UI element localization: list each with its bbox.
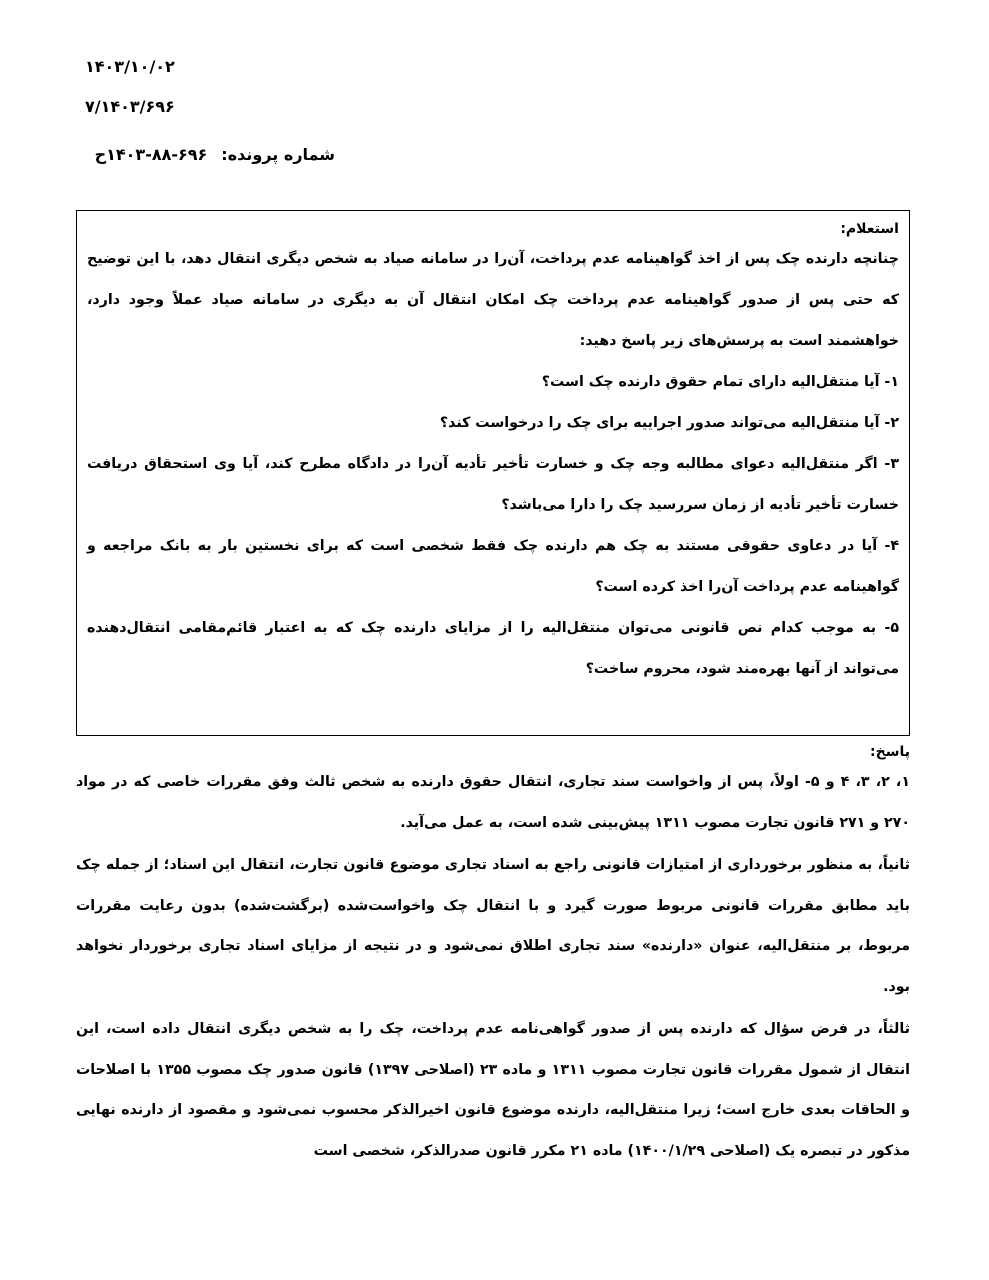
inquiry-question-2: ۲- آیا منتقل‌الیه می‌تواند صدور اجراییه برای چک را درخواست کند؟: [439, 415, 899, 431]
file-number-label: شماره پرونده:: [221, 145, 335, 164]
answer-paragraph-1: ۱، ۲، ۳، ۴ و ۵- اولاً، پس از واخواست سند تجاری، انتقال حقوق دارنده به شخص ثالث وفق مقررات خاصی که در مواد ۲۷۰ و ۲۷۱ قانون تجارت مصوب ۱۳۱۱ پیش‌بینی شده است، به عمل می‌آید.: [76, 774, 910, 831]
file-number-line: [85, 144, 335, 166]
answer-section: [76, 742, 910, 1171]
letter-reference-number: ۷/۱۴۰۳/۶۹۶: [85, 97, 175, 116]
inquiry-box: [76, 210, 910, 736]
inquiry-title: استعلام:: [840, 221, 899, 237]
file-number-value: ۶۹۶-۸۸-۱۴۰۳ح: [94, 145, 208, 164]
inquiry-question-1: ۱- آیا منتقل‌الیه دارای تمام حقوق دارنده چک است؟: [541, 374, 899, 390]
answer-title: پاسخ:: [870, 744, 910, 760]
inquiry-question-3: ۳- اگر منتقل‌الیه دعوای مطالبه وجه چک و خسارت تأخیر تأدیه آن‌را در دادگاه مطرح کند، آیا وی استحقاق دریافت خسارت تأخیر تأدیه از زمان سررسید چک را دارا می‌باشد؟: [87, 456, 899, 513]
answer-paragraph-3: ثالثاً، در فرض سؤال که دارنده پس از صدور گواهی‌نامه عدم پرداخت، چک را به شخص دیگری انتقال داده است، این انتقال از شمول مقررات قانون تجارت مصوب ۱۳۱۱ و ماده ۲۳ (اصلاحی ۱۳۹۷) قانون صدور چک مصوب ۱۳۵۵ با اصلاحات و الحاقات بعدی خارج است؛ زیرا منتقل‌الیه، دارنده موضوع قانون اخیرالذکر محسوب نمی‌شود و مقصود از دارنده نهایی مذکور در تبصره یک (اصلاحی ۱۴۰۰/۱/۲۹) ماده ۲۱ مکرر قانون صدرالذکر، شخصی است: [76, 1021, 911, 1159]
answer-paragraph-2: ثانیاً، به منظور برخورداری از امتیازات قانونی راجع به اسناد تجاری موضوع قانون تجارت، انتقال این اسناد؛ از جمله چک باید مطابق مقررات قانونی مربوط صورت گیرد و با انتقال چک واخواست‌شده (برگشت‌شده) بدون رعایت مقررات مربوط، بر منتقل‌الیه، عنوان «دارنده» سند تجاری اطلاق نمی‌شود و در نتیجه از مزایای اسناد تجاری برخوردار نخواهد بود.: [76, 857, 910, 995]
inquiry-question-4: ۴- آیا در دعاوی حقوقی مستند به چک هم دارنده چک فقط شخصی است که برای نخستین بار به بانک مراجعه و گواهینامه عدم پرداخت آن‌را اخذ کرده است؟: [87, 538, 899, 595]
letter-date: ۱۴۰۳/۱۰/۰۲: [85, 57, 175, 76]
inquiry-intro: چنانچه دارنده چک پس از اخذ گواهینامه عدم پرداخت، آن‌را در سامانه صیاد به شخص دیگری انتقال دهد، با این توضیح که حتی پس از صدور گواهینامه عدم پرداخت چک امکان انتقال آن به دیگری در سامانه صیاد عملاً وجود دارد، خواهشمند است به پرسش‌های زیر پاسخ دهید:: [87, 251, 899, 349]
inquiry-question-5: ۵- به موجب کدام نص قانونی می‌توان منتقل‌الیه را از مزایای دارنده چک که به اعتبار قائم‌مقامی انتقال‌دهنده می‌تواند از آنها بهره‌مند شود، محروم ساخت؟: [87, 620, 899, 677]
